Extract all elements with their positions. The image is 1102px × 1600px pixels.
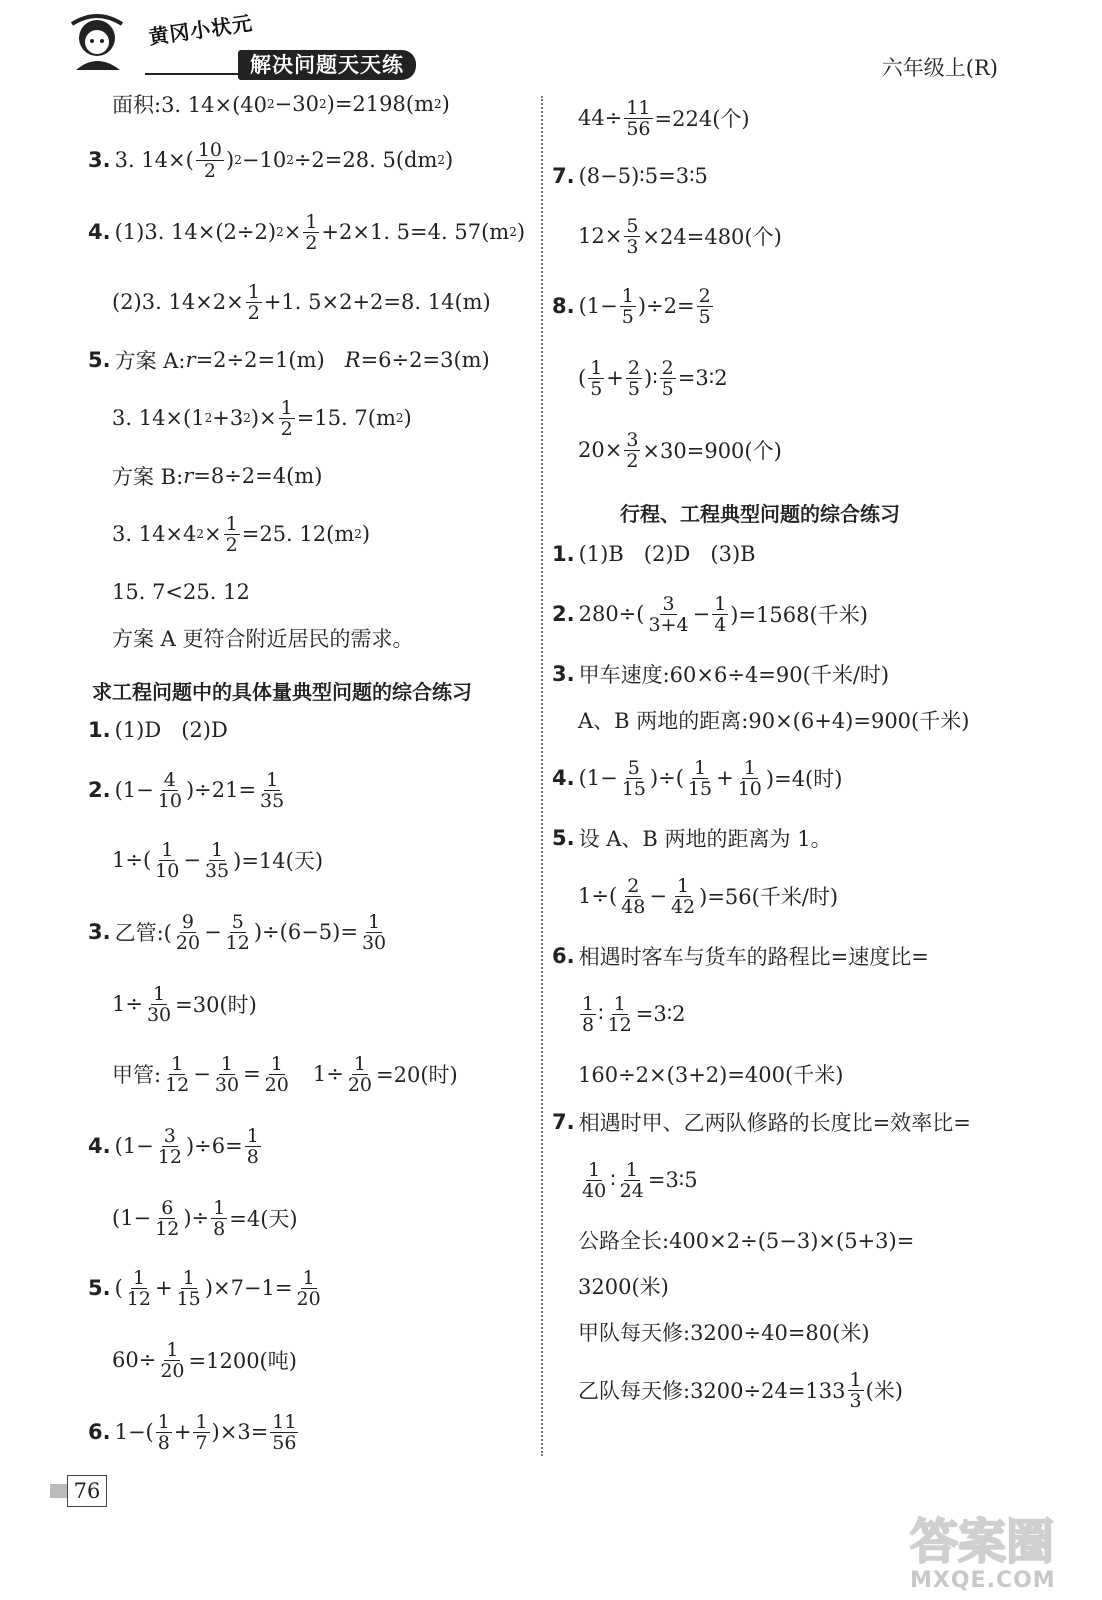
section-title: 求工程问题中的具体量典型问题的综合练习 <box>92 680 472 704</box>
answer-8: 8. (1− $\frac{1}{5}$ )÷2= $\frac{2}{5}$ <box>552 284 711 328</box>
brand-logo-text: 黄冈小状元 <box>147 10 255 50</box>
answer-line: 甲管: $\frac{1}{12}$ − $\frac{1}{30}$ = $\frac{1}{20}$ 1÷ $\frac{1}{20}$ =20(时) <box>112 1052 458 1096</box>
watermark-url: MXQE.COM <box>910 1568 1056 1593</box>
answer-5: 5. 方案 A: r =2÷2=1(m) R =6÷2=3(m) <box>88 348 490 373</box>
answer-6r: 6. 相遇时客车与货车的路程比=速度比= <box>552 944 929 969</box>
answer-7r: 7. 相遇时甲、乙两队修路的长度比=效率比= <box>552 1110 971 1135</box>
answer-3r: 3. 甲车速度:60×6÷4=90(千米/时) <box>552 662 890 687</box>
answer-line: 3. 14×(1 2 +3 2 )× $\frac{1}{2}$ =15. 7(m 2 ) <box>112 396 412 440</box>
answer-line: ( $\frac{1}{5}$ + $\frac{2}{5}$ )∶ $\frac{2}{5}$ =3∶2 <box>578 356 728 400</box>
answer-line: 甲队每天修:3200÷40=80(米) <box>578 1321 870 1345</box>
answer-4b: 4. (1− $\frac{3}{12}$ )÷6= $\frac{1}{8}$ <box>88 1124 259 1168</box>
answer-2r: 2. 280÷( $\frac{3}{3+4}$ − $\frac{1}{4}$ )=1568(千米) <box>552 592 868 636</box>
page-number: 76 <box>67 1475 107 1507</box>
answer-line: A、B 两地的距离:90×(6+4)=900(千米) <box>578 709 970 733</box>
answer-1: 1. (1)D (2)D <box>88 718 228 742</box>
answer-line: $\frac{1}{8}$ ∶ $\frac{1}{12}$ =3∶2 <box>582 992 686 1036</box>
answer-3b: 3. 乙管:( $\frac{9}{20}$ − $\frac{5}{12}$ )÷(6−5)= $\frac{1}{30}$ <box>88 910 387 954</box>
answer-line: 1÷( $\frac{1}{10}$ − $\frac{1}{35}$ )=14(天) <box>112 838 324 882</box>
column-divider <box>541 96 543 1456</box>
answer-line: 3200(米) <box>578 1275 669 1299</box>
answer-6: 6. 1−( $\frac{1}{8}$ + $\frac{1}{7}$ )×3= $\frac{11}{56}$ <box>88 1410 297 1454</box>
answer-line: 15. 7<25. 12 <box>112 580 250 604</box>
answer-1r: 1. (1)B (2)D (3)B <box>552 542 756 566</box>
answer-5r: 5. 设 A、B 两地的距离为 1。 <box>552 826 832 851</box>
mascot-logo <box>62 8 132 78</box>
answer-3: 3. 3. 14×( $\frac{10}{2}$ ) 2 −10 2 ÷2=28. 5(dm 2 ) <box>88 138 454 182</box>
page-number-decoration <box>50 1484 68 1498</box>
answer-line: 1÷ $\frac{1}{30}$ =30(时) <box>112 982 257 1026</box>
answer-line: (2)3. 14×2× $\frac{1}{2}$ +1. 5×2+2=8. 14(m) <box>112 280 491 324</box>
answer-line: 160÷2×(3+2)=400(千米) <box>578 1063 844 1087</box>
answer-line: 3. 14×4 2 × $\frac{1}{2}$ =25. 12(m 2 ) <box>112 512 371 556</box>
section-title: 行程、工程典型问题的综合练习 <box>620 502 900 526</box>
answer-line: 20× $\frac{3}{2}$ ×30=900(个) <box>578 428 782 472</box>
answer-line: $\frac{1}{40}$ ∶ $\frac{1}{24}$ =3∶5 <box>582 1158 698 1202</box>
answer-4: 4. (1)3. 14×(2÷2) 2 × $\frac{1}{2}$ +2×1. 5=4. 57(m 2 ) <box>88 210 526 254</box>
answer-line: 1÷( $\frac{2}{48}$ − $\frac{1}{42}$ )=56(千米/时) <box>578 874 839 918</box>
watermark-text: 答案圈 <box>910 1514 1055 1570</box>
answer-line: 方案 A 更符合附近居民的需求。 <box>112 627 414 651</box>
answer-line: 乙队每天修:3200÷24=133 $\frac{1}{3}$ (米) <box>578 1368 903 1412</box>
answer-line: 60÷ $\frac{1}{20}$ =1200(吨) <box>112 1338 297 1382</box>
answer-line: 12× $\frac{5}{3}$ ×24=480(个) <box>578 214 782 258</box>
answer-7: 7. (8−5)∶5=3∶5 <box>552 164 708 188</box>
answer-line: (1− $\frac{6}{12}$ )÷ $\frac{1}{8}$ =4(天) <box>112 1196 298 1240</box>
answer-5b: 5. ( $\frac{1}{12}$ + $\frac{1}{15}$ )×7−1= $\frac{1}{20}$ <box>88 1266 321 1310</box>
answer-4r: 4. (1− $\frac{5}{15}$ )÷( $\frac{1}{15}$ + $\frac{1}{10}$ )=4(时) <box>552 756 843 800</box>
answer-line: 44÷ $\frac{11}{56}$ =224(个) <box>578 96 750 140</box>
answer-line: 方案 B: r =8÷2=4(m) <box>112 464 323 489</box>
answer-line: 面积:3. 14×(40 2 −30 2 )=2198(m 2 ) <box>112 92 450 117</box>
series-title: 解决问题天天练 <box>238 50 416 80</box>
grade-label: 六年级上(R) <box>881 56 998 80</box>
answer-line: 公路全长:400×2÷(5−3)×(5+3)= <box>578 1229 915 1253</box>
answer-2: 2. (1− $\frac{4}{10}$ )÷21= $\frac{1}{35}$ <box>88 768 285 812</box>
